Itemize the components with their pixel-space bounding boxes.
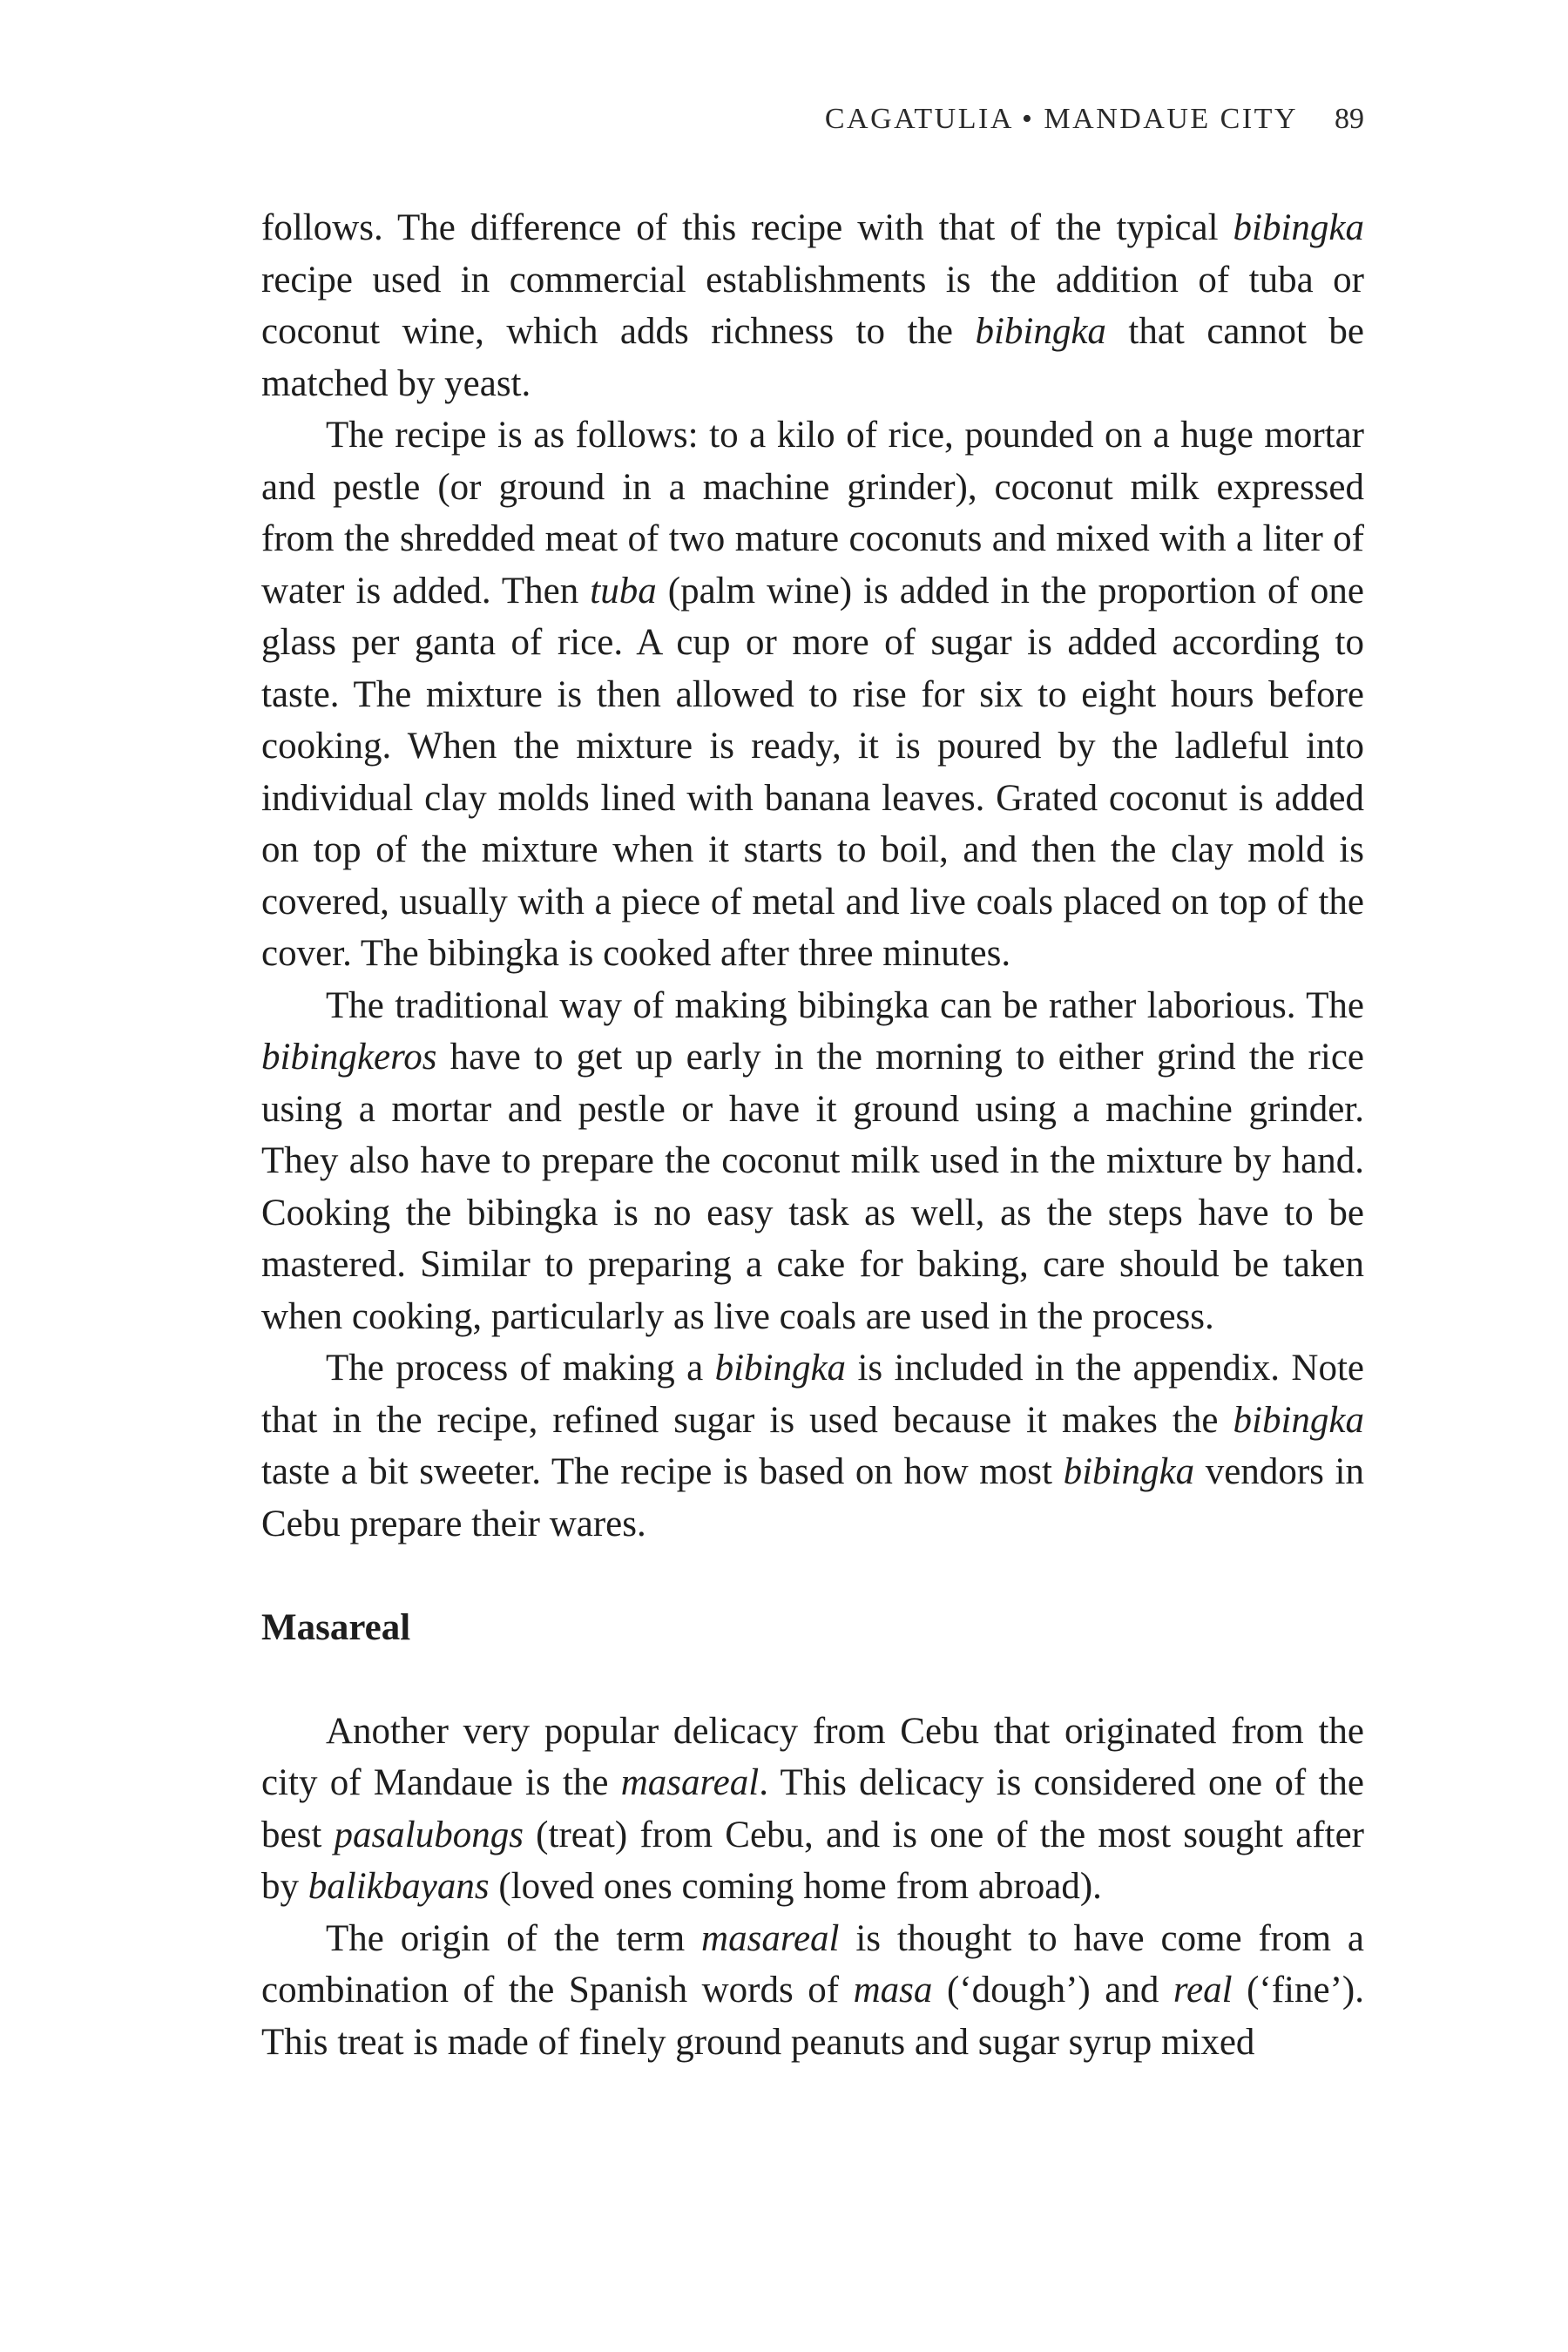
text-run: . This delicacy is considered one of the best (261, 1762, 1364, 1855)
body-text (261, 202, 1364, 2068)
italic-term: masareal (620, 1762, 760, 1803)
italic-term: bibingka (714, 1348, 847, 1389)
running-header-title: CAGATULIA • MANDAUE CITY (824, 103, 1298, 135)
italic-term: bibingka (975, 311, 1106, 352)
text-run: (‘dough’) and (932, 1970, 1173, 2011)
italic-term: balikbayans (308, 1866, 490, 1907)
italic-term: bibingka (1063, 1451, 1195, 1492)
italic-term: bibingka (1233, 1399, 1364, 1441)
paragraph (261, 1342, 1364, 1550)
section-paragraphs (261, 1706, 1364, 2069)
italic-term: masareal (701, 1917, 840, 1959)
text-run: recipe used in commercial establishments is the addition of tuba or coconut wine, which adds richness to the (261, 259, 1364, 352)
main-paragraphs (261, 202, 1364, 1550)
paragraph (261, 980, 1364, 1343)
paragraph (261, 1706, 1364, 1913)
italic-term: bibingkeros (261, 1037, 437, 1078)
running-header (261, 103, 1364, 136)
text-run: that cannot be matched by yeast. (261, 311, 1364, 404)
text-run: The traditional way of making bibingka can be rather laborious. The (326, 984, 1364, 1026)
text-run: (treat) from Cebu, and is one of the most sought after by (261, 1814, 1364, 1907)
text-run: taste a bit sweeter. The recipe is based on how most (261, 1451, 1064, 1492)
text-run: (palm wine) is added in the proportion of one glass per ganta of rice. A cup or more of sugar is added according to taste. The mixture is then allowed to rise for six to eight hours before cooking. When the mixture is ready, it is poured by the ladleful into individual clay molds lined with banana leaves. Grated coconut is added on top of the mixture when it starts to boil, and then the clay mold is covered, usually with a piece of metal and live coals placed on top of the cover. The bibingka is cooked after three minutes. (261, 570, 1364, 974)
text-run: is included in the appendix. Note that in the recipe, refined sugar is used because it makes the (261, 1348, 1364, 1441)
text-run: The origin of the term (326, 1917, 702, 1959)
italic-term: bibingka (1233, 207, 1364, 248)
text-run: have to get up early in the morning to either grind the rice using a mortar and pestle or have it ground using a machine grinder. They also have to prepare the coconut milk used in the mixture by hand. Cooking the bibingka is no easy task as well, as the steps have to be mastered. Similar to preparing a cake for baking, care should be taken when cooking, particularly as live coals are used in the process. (261, 1037, 1364, 1337)
text-run: Another very popular delicacy from Cebu that originated from the city of Mandaue is the (261, 1710, 1364, 1803)
text-run: (loved ones coming home from abroad). (489, 1866, 1102, 1907)
paragraph (261, 1913, 1364, 2069)
italic-term: pasalubongs (334, 1814, 524, 1855)
text-run: follows. The difference of this recipe with that of the typical (261, 207, 1233, 248)
text-run: The recipe is as follows: to a kilo of rice, pounded on a huge mortar and pestle (or ground in a machine grinder), coconut milk expressed from the shredded meat of two mature coconuts and mixed with a liter of water is added. Then (261, 415, 1364, 612)
italic-term: masa (853, 1970, 933, 2011)
paragraph (261, 202, 1364, 409)
italic-term: real (1173, 1970, 1233, 2011)
italic-term: tuba (590, 570, 657, 612)
page-number: 89 (1335, 103, 1364, 135)
text-run: vendors in Cebu prepare their wares. (261, 1451, 1365, 1544)
text-run: The process of making a (326, 1348, 715, 1389)
paragraph (261, 409, 1364, 980)
section-heading: Masareal (261, 1606, 411, 1648)
text-run: is thought to have come from a combination of the Spanish words of (261, 1917, 1365, 2011)
text-run: (‘fine’). This treat is made of finely ground peanuts and sugar syrup mixed (261, 1970, 1364, 2063)
